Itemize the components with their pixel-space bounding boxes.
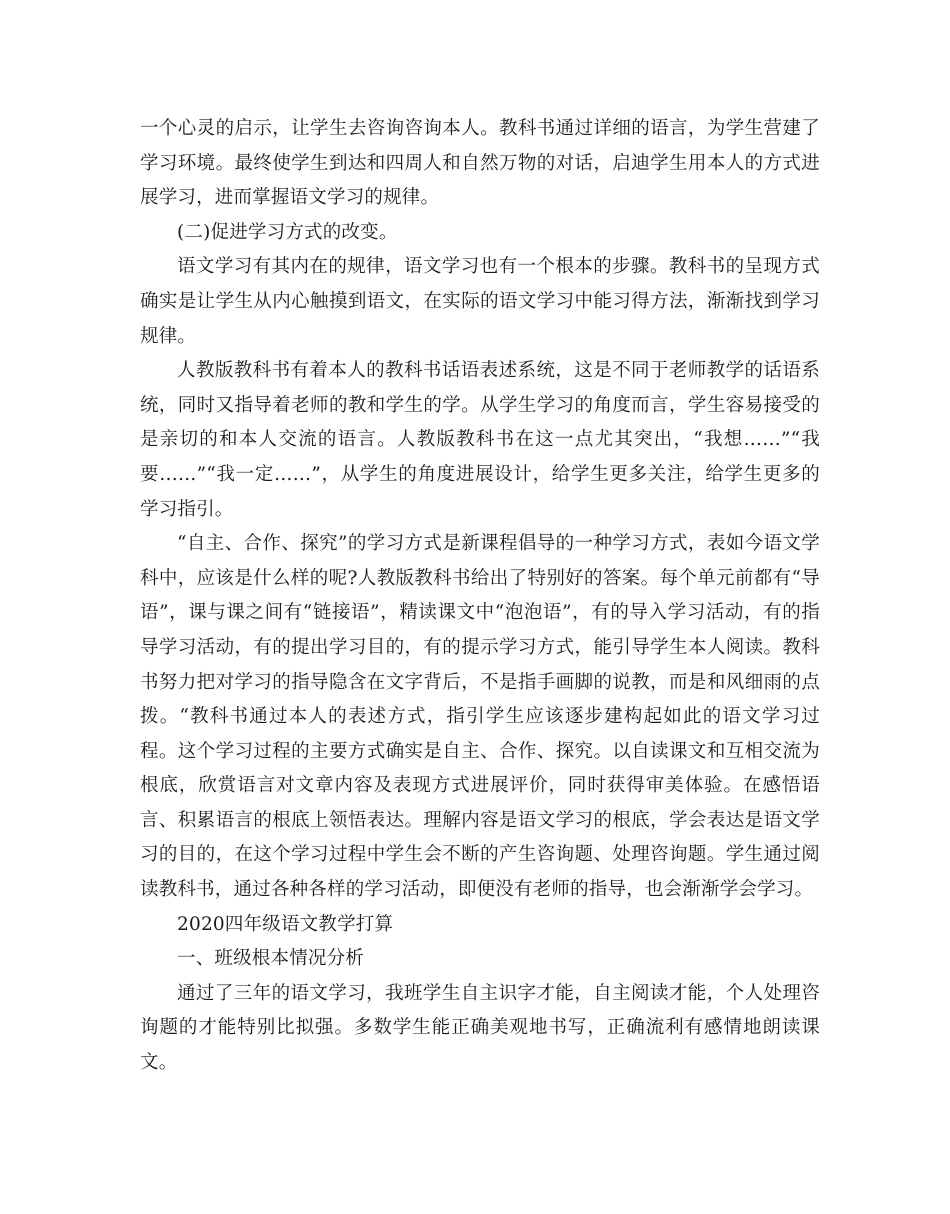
section-heading-class-analysis: 一、班级根本情况分析 — [177, 948, 365, 970]
paragraph-learning-rules: 语文学习有其内在的规律，语文学习也有一个根本的步骤。教科书的呈现方式确实是让学生从内心触摸到语文，在实际的语文学习中能习得方法，渐渐找到学习规律。 — [140, 256, 820, 347]
paragraph-textbook-discourse: 人教版教科书有着本人的教科书话语表述系统，这是不同于老师教学的话语系统，同时又指导着老师的教和学生的学。从学生学习的角度而言，学生容易接受的是亲切的和本人交流的语言。人教版教科书在这一点尤其突出，“我想……”“我要……”“我一定……”，从学生的角度进展设计，给学生更多关注，给学生更多的学习指引。 — [140, 360, 820, 520]
plan-title: 2020四年级语文教学打算 — [177, 913, 394, 935]
section-heading-learning-style: (二)促进学习方式的改变。 — [177, 221, 398, 243]
paragraph-autonomous-learning: “自主、合作、探究”的学习方式是新课程倡导的一种学习方式，表如今语文学科中，应该是什么样的呢?人教版教科书给出了特别好的答案。每个单元前都有“导语”，课与课之间有“链接语”，精读课文中“泡泡语”，有的导入学习活动，有的指导学习活动，有的提出学习目的，有的提示学习方式，能引导学生本人阅读。教科书努力把对学习的指导隐含在文字背后，不是指手画脚的说教，而是和风细雨的点拨。“教科书通过本人的表述方式，指引学生应该逐步建构起如此的语文学习过程。这个学习过程的主要方式确实是自主、合作、探究。以自读课文和互相交流为根底，欣赏语言对文章内容及表现方式进展评价，同时获得审美体验。在感悟语言、积累语言的根底上领悟表达。理解内容是语文学习的根底，学会表达是语文学习的目的，在这个学习过程中学生会不断的产生咨询题、处理咨询题。学生通过阅读教科书，通过各种各样的学习活动，即便没有老师的指导，也会渐渐学会学习。 — [140, 533, 820, 901]
paragraph-continuation: 一个心灵的启示，让学生去咨询咨询本人。教科书通过详细的语言，为学生营建了学习环境。最终使学生到达和四周人和自然万物的对话，启迪学生用本人的方式进展学习，进而掌握语文学习的规律。 — [140, 118, 820, 209]
paragraph-class-analysis: 通过了三年的语文学习，我班学生自主识字才能，自主阅读才能，个人处理咨询题的才能特别比拟强。多数学生能正确美观地书写，正确流利有感情地朗读课文。 — [140, 982, 820, 1074]
document-body — [140, 112, 820, 1081]
